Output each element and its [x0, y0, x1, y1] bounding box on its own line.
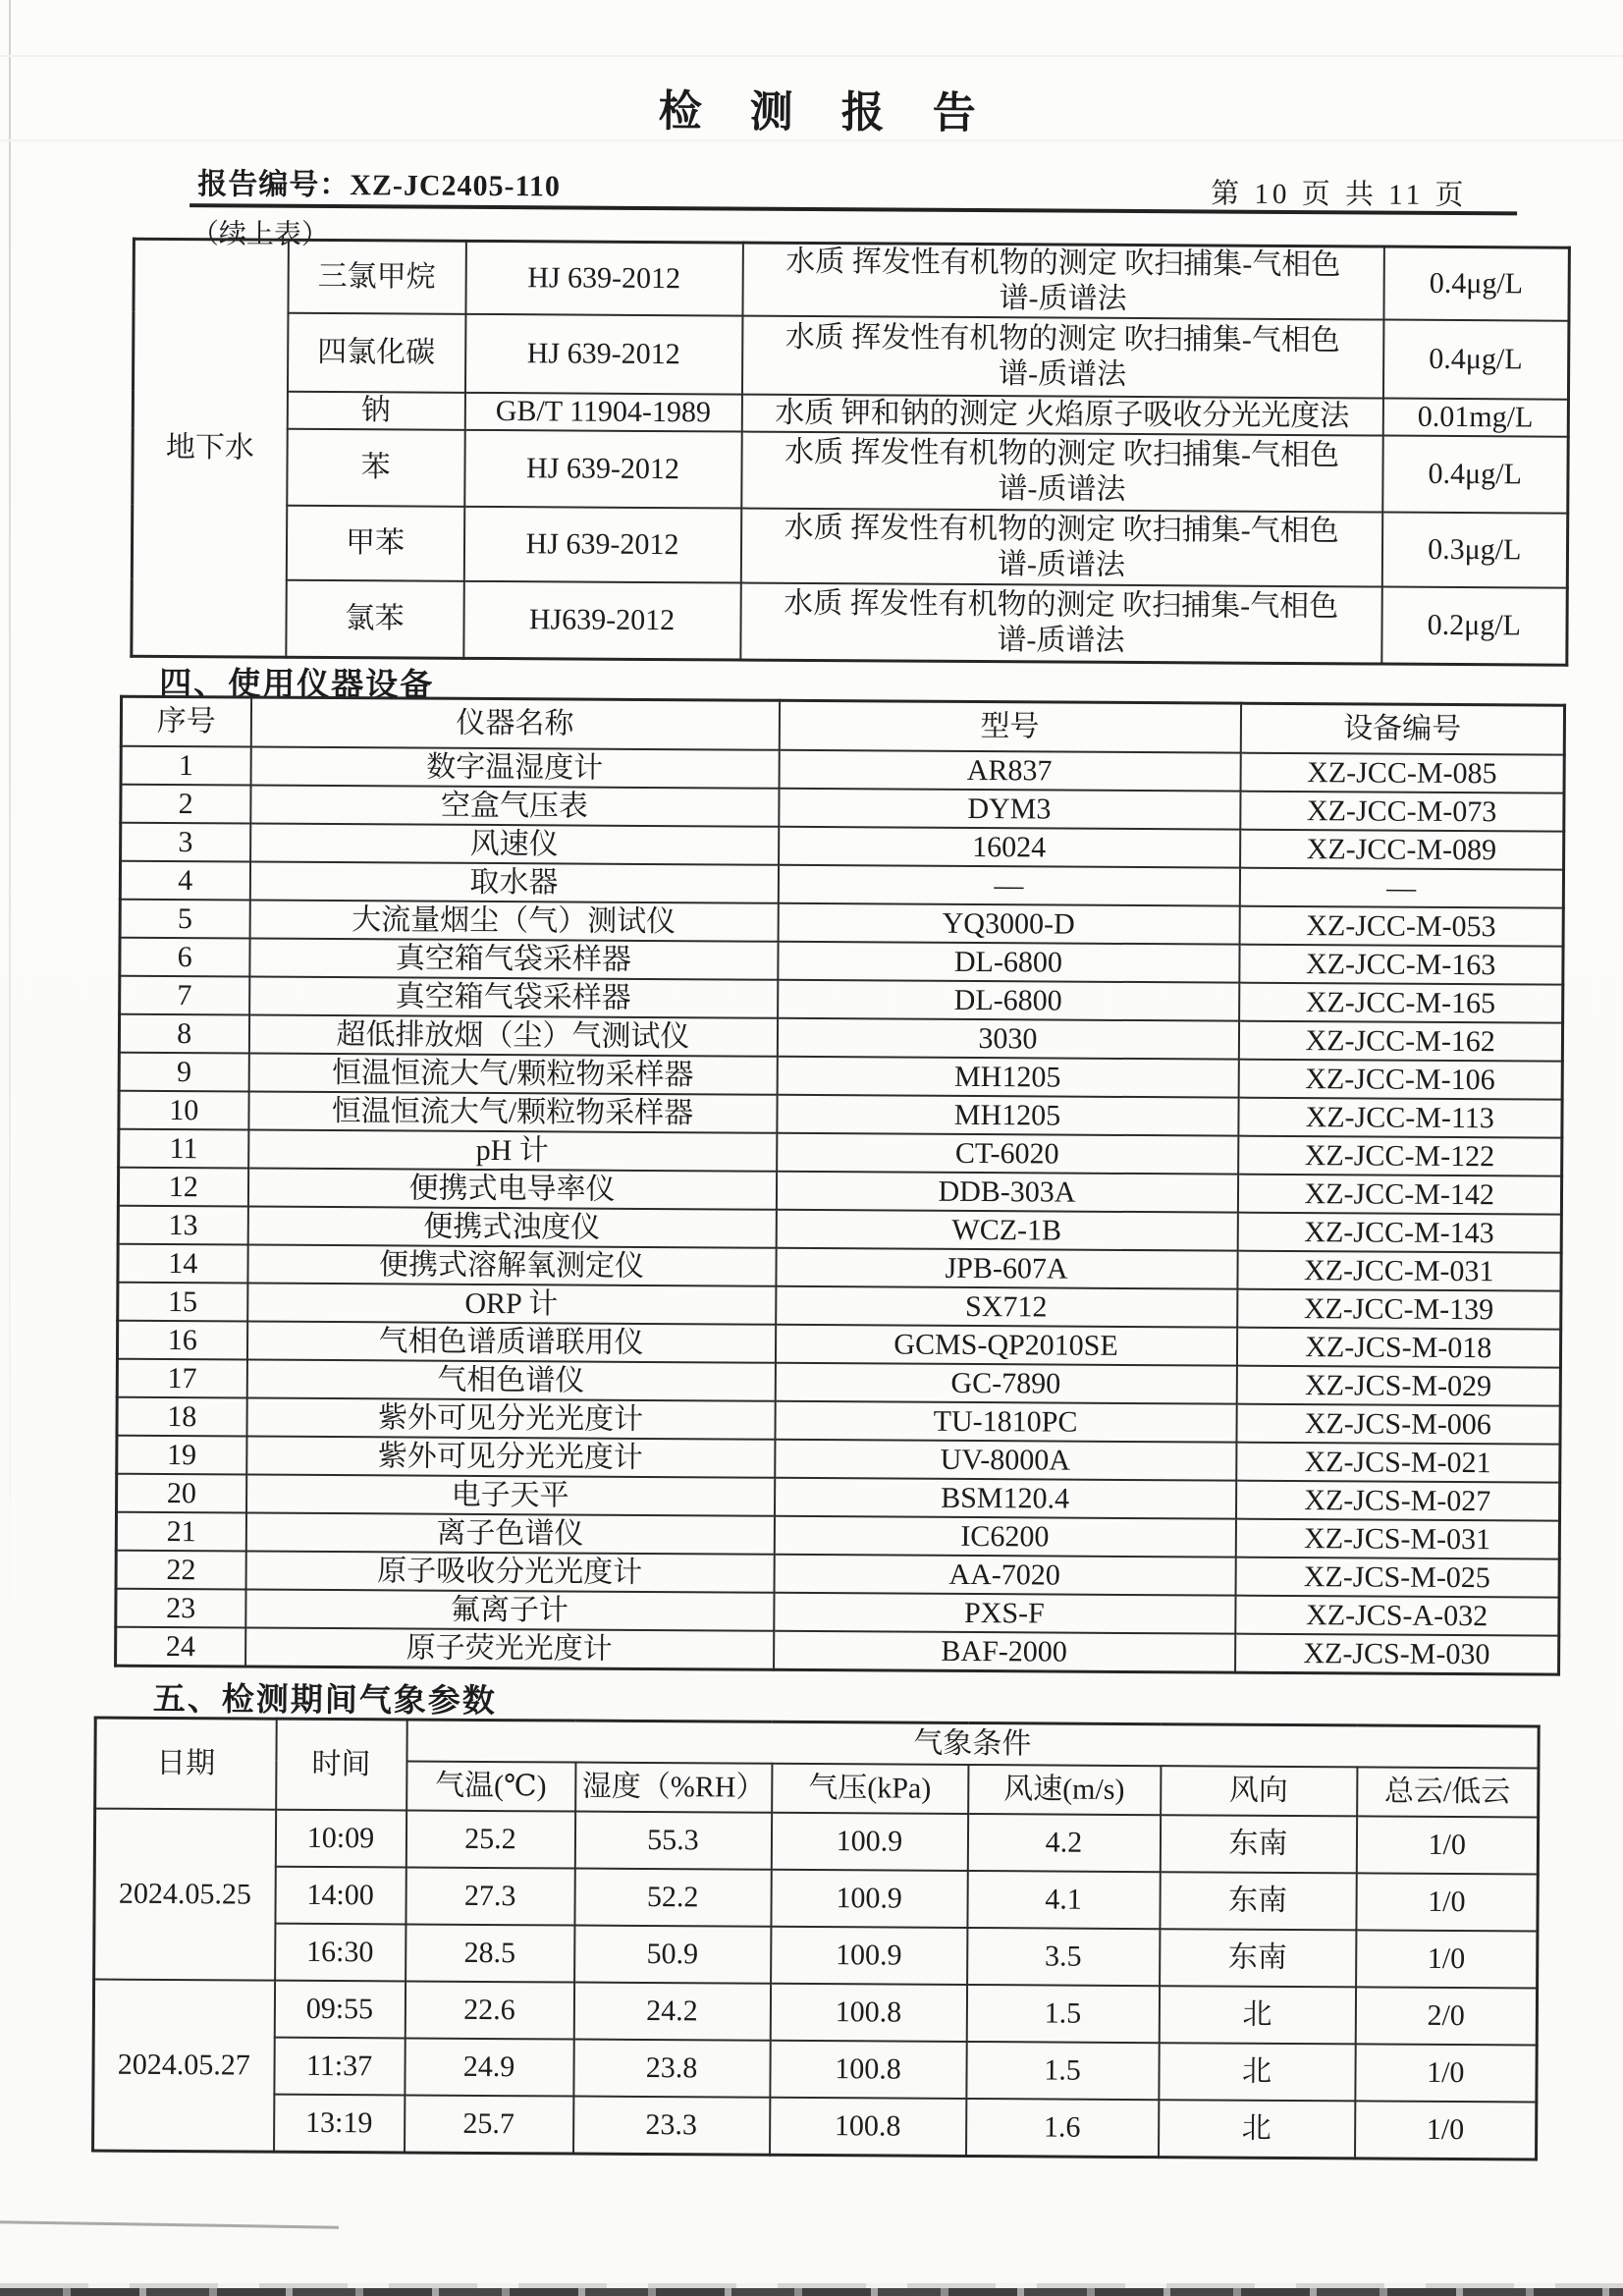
section-title-weather: 五、检测期间气象参数 [152, 1681, 497, 1721]
analysis-row [133, 312, 1568, 400]
model-cell: BSM120.4 [774, 1478, 1235, 1519]
section-title-instruments: 四、使用仪器设备 [159, 666, 435, 704]
date-cell: 2024.05.25 [94, 1809, 276, 1981]
standard-number-cell: HJ 639-2012 [464, 314, 741, 395]
index-cell: 4 [120, 861, 249, 901]
instrument-name-cell: 空盒气压表 [250, 786, 779, 827]
index-cell: 19 [117, 1436, 246, 1475]
col-header-index: 序号 [121, 696, 250, 746]
temperature-cell: 27.3 [406, 1867, 574, 1925]
report-number-value: XZ-JC2405-110 [350, 169, 562, 203]
detection-limit-cell: 0.3μg/L [1381, 513, 1567, 588]
page-indicator: 第 10 页 共 11 页 [1211, 178, 1468, 212]
temperature-cell: 25.7 [405, 2095, 573, 2154]
index-cell: 15 [118, 1283, 247, 1322]
index-cell: 12 [118, 1168, 247, 1207]
instrument-row [116, 1627, 1559, 1674]
index-cell: 11 [119, 1129, 248, 1169]
equipment-no-cell: XZ-JCS-M-006 [1236, 1404, 1560, 1445]
method-name-cell: 水质 挥发性有机物的测定 吹扫捕集-气相色谱-质谱法 [741, 432, 1382, 513]
equipment-no-cell: XZ-JCS-M-030 [1235, 1634, 1559, 1675]
index-cell: 13 [118, 1206, 247, 1245]
col-header-model: 型号 [779, 700, 1240, 752]
date-cell: 2024.05.27 [93, 1980, 275, 2153]
model-cell: — [778, 865, 1239, 906]
index-cell: 3 [121, 823, 250, 862]
instrument-name-cell: 真空箱气袋采样器 [249, 939, 778, 980]
equipment-no-cell: — [1239, 868, 1563, 908]
weather-row [93, 2094, 1537, 2159]
instrument-name-cell: 紫外可见分光光度计 [246, 1397, 775, 1439]
col-header-date: 日期 [95, 1718, 277, 1810]
cloud-cell: 1/0 [1356, 1873, 1538, 1931]
model-cell: MH1205 [777, 1057, 1238, 1098]
equipment-no-cell: XZ-JCS-M-018 [1236, 1328, 1560, 1368]
equipment-no-cell: XZ-JCC-M-139 [1237, 1289, 1561, 1330]
model-cell: UV-8000A [775, 1440, 1236, 1481]
col-header-equipment-no: 设备编号 [1240, 703, 1564, 755]
equipment-no-cell: XZ-JCC-M-163 [1239, 945, 1563, 985]
model-cell: DDB-303A [776, 1172, 1237, 1213]
model-cell: DL-6800 [778, 942, 1239, 983]
wind-direction-cell: 北 [1159, 2043, 1355, 2101]
standard-number-cell: HJ639-2012 [463, 581, 740, 660]
col-header-temperature: 气温(℃) [406, 1761, 575, 1811]
instrument-name-cell: 恒温恒流大气/颗粒物采样器 [248, 1091, 777, 1132]
cloud-cell: 1/0 [1356, 1930, 1538, 1988]
instrument-name-cell: 气相色谱质谱联用仪 [246, 1321, 775, 1362]
wind-speed-cell: 4.2 [967, 1814, 1160, 1872]
instrument-name-cell: 原子荧光光度计 [245, 1627, 774, 1669]
instrument-name-cell: 大流量烟尘（气）测试仪 [249, 901, 778, 942]
equipment-no-cell: XZ-JCS-M-031 [1235, 1519, 1559, 1559]
instrument-name-cell: 便携式电导率仪 [247, 1168, 776, 1209]
cloud-cell: 1/0 [1355, 2101, 1537, 2159]
equipment-no-cell: XZ-JCS-M-025 [1235, 1558, 1559, 1598]
col-header-wind-speed: 风速(m/s) [968, 1765, 1161, 1815]
humidity-cell: 24.2 [573, 1983, 770, 2041]
equipment-no-cell: XZ-JCS-M-021 [1236, 1443, 1560, 1483]
index-cell: 14 [118, 1244, 247, 1284]
equipment-no-cell: XZ-JCS-A-032 [1235, 1596, 1559, 1636]
model-cell: AA-7020 [774, 1555, 1235, 1596]
cloud-cell: 2/0 [1355, 1987, 1537, 2045]
index-cell: 24 [116, 1627, 245, 1667]
instrument-name-cell: 真空箱气袋采样器 [249, 977, 778, 1018]
continued-note: （续上表） [190, 219, 330, 250]
instrument-name-cell: ORP 计 [247, 1283, 776, 1324]
weather-table [91, 1717, 1541, 2161]
pressure-cell: 100.9 [771, 1870, 967, 1928]
wind-speed-cell: 1.5 [966, 2042, 1159, 2100]
wind-direction-cell: 北 [1159, 2100, 1355, 2159]
instrument-name-cell: 取水器 [249, 862, 778, 903]
analysis-row [134, 239, 1569, 320]
instrument-name-cell: pH 计 [248, 1129, 777, 1171]
equipment-no-cell: XZ-JCC-M-113 [1238, 1098, 1562, 1138]
weather-table-head [95, 1718, 1540, 1817]
parameter-cell: 苯 [287, 429, 464, 507]
analysis-table-body [132, 239, 1570, 665]
model-cell: BAF-2000 [774, 1631, 1235, 1672]
detection-limit-cell: 0.4μg/L [1382, 320, 1568, 400]
detection-limit-cell: 0.4μg/L [1382, 436, 1568, 514]
humidity-cell: 55.3 [574, 1812, 771, 1870]
instrument-name-cell: 氟离子计 [245, 1589, 774, 1630]
report-number-line [197, 159, 561, 204]
index-cell: 17 [117, 1359, 246, 1398]
col-header-cloud: 总云/低云 [1357, 1767, 1539, 1817]
temperature-cell: 25.2 [406, 1810, 574, 1868]
standard-number-cell: HJ 639-2012 [465, 241, 742, 315]
instrument-name-cell: 原子吸收分光光度计 [245, 1551, 774, 1592]
temperature-cell: 24.9 [405, 2038, 573, 2096]
analysis-row [132, 505, 1567, 588]
model-cell: TU-1810PC [775, 1401, 1236, 1443]
analysis-row [132, 579, 1567, 665]
col-header-wind-direction: 风向 [1161, 1766, 1357, 1816]
equipment-no-cell: XZ-JCC-M-073 [1240, 792, 1564, 832]
instrument-name-cell: 紫外可见分光光度计 [246, 1436, 775, 1477]
instrument-name-cell: 离子色谱仪 [245, 1512, 774, 1554]
weather-header-row-1 [95, 1718, 1539, 1768]
equipment-no-cell: XZ-JCC-M-165 [1239, 983, 1563, 1023]
report-number-label: 报告编号： [197, 168, 351, 202]
equipment-no-cell: XZ-JCC-M-089 [1240, 830, 1564, 870]
col-header-conditions: 气象条件 [406, 1720, 1539, 1769]
instrument-name-cell: 恒温恒流大气/颗粒物采样器 [248, 1053, 777, 1094]
instrument-name-cell: 风速仪 [250, 824, 779, 865]
model-cell: WCZ-1B [776, 1210, 1237, 1251]
method-name-cell: 水质 挥发性有机物的测定 吹扫捕集-气相色谱-质谱法 [741, 316, 1382, 399]
pressure-cell: 100.9 [771, 1927, 967, 1985]
standard-number-cell: HJ 639-2012 [463, 507, 740, 583]
instrument-name-cell: 气相色谱仪 [246, 1359, 775, 1400]
instrument-name-cell: 便携式溶解氧测定仪 [247, 1244, 776, 1285]
humidity-cell: 50.9 [574, 1926, 771, 1984]
cloud-cell: 1/0 [1355, 2044, 1537, 2102]
index-cell: 22 [116, 1551, 245, 1590]
index-cell: 6 [120, 938, 249, 977]
wind-speed-cell: 1.6 [966, 2099, 1159, 2158]
col-header-instrument-name: 仪器名称 [250, 697, 779, 750]
detection-limit-cell: 0.4μg/L [1383, 246, 1569, 321]
index-cell: 23 [116, 1589, 245, 1628]
index-cell: 8 [119, 1014, 248, 1054]
cloud-cell: 1/0 [1356, 1816, 1538, 1874]
pressure-cell: 100.8 [770, 1984, 966, 2042]
index-cell: 18 [117, 1397, 246, 1437]
time-cell: 13:19 [274, 2095, 405, 2153]
equipment-no-cell: XZ-JCC-M-106 [1238, 1060, 1562, 1100]
wind-speed-cell: 1.5 [966, 1985, 1159, 2043]
wind-direction-cell: 北 [1159, 1986, 1355, 2044]
analysis-method-table [130, 238, 1571, 667]
col-header-humidity: 湿度（%RH） [575, 1763, 772, 1813]
weather-row [94, 1923, 1538, 1989]
pressure-cell: 100.8 [770, 2041, 966, 2099]
model-cell: MH1205 [777, 1095, 1238, 1136]
method-name-cell: 水质 挥发性有机物的测定 吹扫捕集-气相色谱-质谱法 [740, 583, 1381, 664]
weather-table-body [93, 1809, 1539, 2159]
instrument-table-head [121, 696, 1564, 754]
model-cell: SX712 [776, 1286, 1237, 1328]
model-cell: IC6200 [774, 1516, 1235, 1558]
index-cell: 1 [121, 746, 250, 786]
instrument-table [114, 695, 1566, 1676]
instrument-name-cell: 超低排放烟（尘）气测试仪 [248, 1015, 777, 1057]
scan-bottom-band [0, 2288, 1623, 2296]
method-name-cell: 水质 挥发性有机物的测定 吹扫捕集-气相色谱-质谱法 [740, 509, 1381, 587]
weather-row [94, 1809, 1538, 1875]
index-cell: 10 [119, 1091, 248, 1130]
scan-edge-line [9, 0, 11, 2296]
model-cell: GCMS-QP2010SE [775, 1325, 1236, 1366]
index-cell: 16 [117, 1321, 246, 1360]
index-cell: 20 [117, 1474, 246, 1513]
pressure-cell: 100.9 [771, 1813, 967, 1871]
equipment-no-cell: XZ-JCS-M-027 [1235, 1481, 1559, 1521]
col-header-pressure: 气压(kPa) [772, 1764, 968, 1814]
wind-direction-cell: 东南 [1160, 1872, 1356, 1930]
model-cell: GC-7890 [775, 1363, 1236, 1404]
instrument-name-cell: 便携式浊度仪 [247, 1206, 776, 1247]
page-title: 检 测 报 告 [658, 87, 990, 138]
time-cell: 14:00 [275, 1867, 406, 1925]
equipment-no-cell: XZ-JCC-M-031 [1237, 1251, 1561, 1291]
index-cell: 21 [116, 1512, 245, 1552]
model-cell: DYM3 [779, 789, 1240, 830]
scan-streak [0, 139, 1623, 141]
detection-limit-cell: 0.2μg/L [1381, 587, 1567, 666]
scan-streak [0, 55, 1623, 57]
weather-row [93, 2037, 1537, 2103]
index-cell: 2 [121, 785, 250, 824]
equipment-no-cell: XZ-JCS-M-029 [1236, 1366, 1560, 1406]
wind-direction-cell: 东南 [1160, 1815, 1356, 1873]
temperature-cell: 22.6 [405, 1981, 573, 2039]
model-cell: PXS-F [774, 1593, 1235, 1634]
weather-row [93, 1980, 1537, 2046]
weather-row [94, 1866, 1538, 1932]
time-cell: 10:09 [275, 1810, 406, 1868]
col-header-time: 时间 [276, 1719, 407, 1810]
method-name-cell: 水质 钾和钠的测定 火焰原子吸收分光光度法 [741, 395, 1382, 436]
sample-type-cell: 地下水 [132, 239, 289, 657]
wind-direction-cell: 东南 [1160, 1929, 1356, 1987]
humidity-cell: 52.2 [574, 1869, 771, 1927]
parameter-cell: 甲苯 [286, 506, 463, 581]
method-name-cell: 水质 挥发性有机物的测定 吹扫捕集-气相色谱-质谱法 [742, 243, 1383, 319]
instrument-name-cell: 电子天平 [246, 1474, 775, 1515]
pressure-cell: 100.8 [770, 2098, 966, 2157]
model-cell: 16024 [779, 827, 1240, 868]
wind-speed-cell: 4.1 [967, 1871, 1160, 1929]
instrument-name-cell: 数字温湿度计 [250, 747, 779, 789]
equipment-no-cell: XZ-JCC-M-162 [1238, 1021, 1562, 1062]
parameter-cell: 钠 [287, 392, 464, 430]
model-cell: AR837 [779, 750, 1240, 792]
equipment-no-cell: XZ-JCC-M-142 [1237, 1175, 1561, 1215]
equipment-no-cell: XZ-JCC-M-122 [1238, 1136, 1562, 1176]
temperature-cell: 28.5 [406, 1924, 574, 1982]
parameter-cell: 三氯甲烷 [288, 240, 465, 314]
index-cell: 5 [120, 900, 249, 939]
instrument-header-row [121, 696, 1564, 754]
humidity-cell: 23.3 [573, 2097, 770, 2156]
humidity-cell: 23.8 [573, 2040, 770, 2098]
time-cell: 16:30 [275, 1924, 406, 1982]
detection-limit-cell: 0.01mg/L [1382, 399, 1568, 437]
time-cell: 09:55 [274, 1981, 405, 2039]
equipment-no-cell: XZ-JCC-M-085 [1240, 753, 1564, 793]
standard-number-cell: HJ 639-2012 [464, 430, 741, 509]
parameter-cell: 四氯化碳 [287, 313, 464, 393]
analysis-row [133, 428, 1568, 514]
parameter-cell: 氯苯 [286, 580, 463, 659]
standard-number-cell: GB/T 11904-1989 [464, 393, 741, 432]
wind-speed-cell: 3.5 [967, 1928, 1160, 1986]
index-cell: 9 [119, 1053, 248, 1092]
equipment-no-cell: XZ-JCC-M-053 [1239, 906, 1563, 947]
model-cell: CT-6020 [777, 1133, 1238, 1175]
model-cell: JPB-607A [776, 1248, 1237, 1289]
index-cell: 7 [120, 976, 249, 1015]
model-cell: DL-6800 [778, 980, 1239, 1021]
model-cell: 3030 [777, 1018, 1238, 1060]
equipment-no-cell: XZ-JCC-M-143 [1237, 1213, 1561, 1253]
instrument-table-body [116, 746, 1565, 1674]
time-cell: 11:37 [274, 2038, 405, 2096]
model-cell: YQ3000-D [778, 903, 1239, 945]
